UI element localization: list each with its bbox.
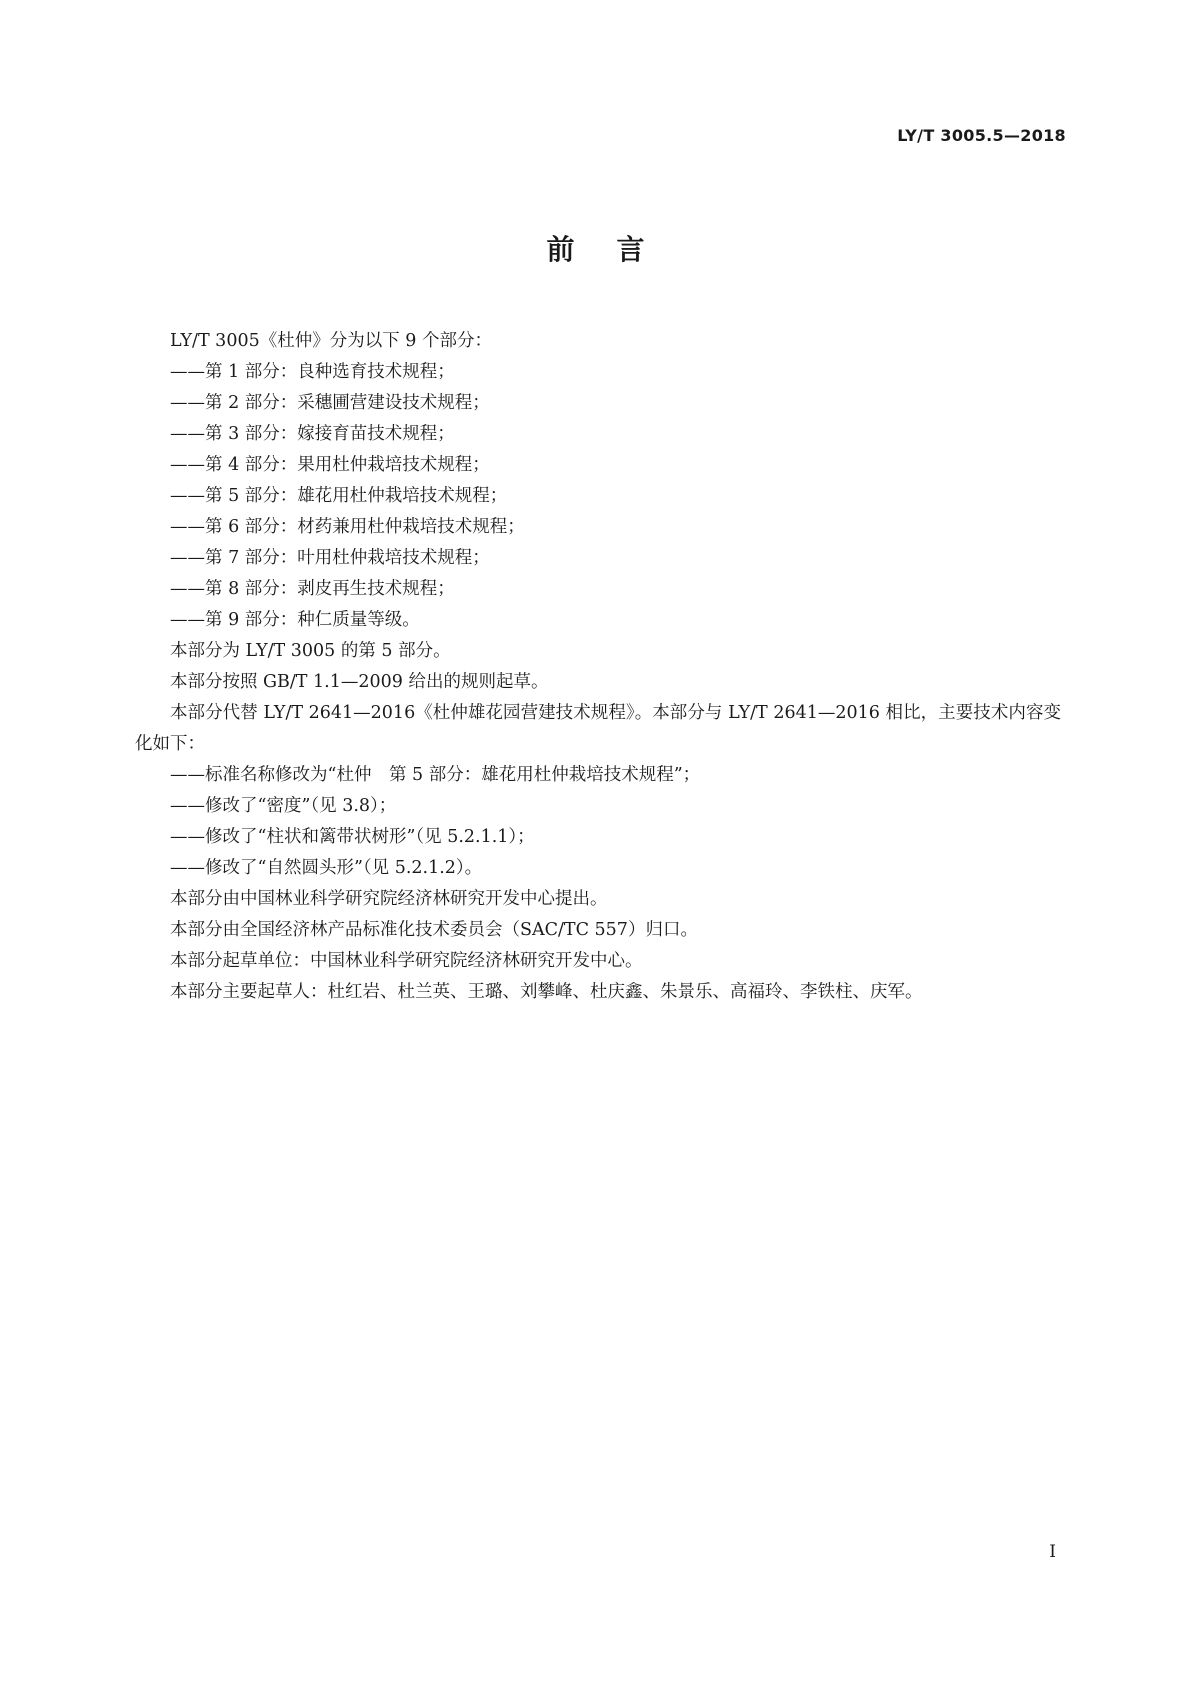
list-item-part-1: ——第 1 部分：良种选育技术规程； (170, 362, 455, 382)
paragraph-drafting-unit: 本部分起草单位：中国林业科学研究院经济林研究开发中心。 (170, 951, 643, 971)
change-item-round-head: ——修改了“自然圆头形”（见 5.2.1.2）。 (170, 858, 483, 878)
list-item-part-9: ——第 9 部分：种仁质量等级。 (170, 610, 420, 630)
change-item-column-shape: ——修改了“柱状和篱带状树形”（见 5.2.1.1）； (170, 827, 535, 847)
paragraph-drafters: 本部分主要起草人：杜红岩、杜兰英、王璐、刘攀峰、杜庆鑫、朱景乐、高福玲、李铁柱、庆军。 (170, 982, 923, 1002)
list-item-part-8: ——第 8 部分：剥皮再生技术规程； (170, 579, 455, 599)
page-title: 前言 (546, 233, 687, 266)
standard-code: LY/T 3005.5—2018 (897, 126, 1066, 145)
document-body (135, 326, 1061, 1008)
paragraph-intro: LY/T 3005《杜仲》分为以下 9 个部分： (170, 331, 492, 351)
list-item-part-6: ——第 6 部分：材药兼用杜仲栽培技术规程； (170, 517, 525, 537)
page-number: I (1049, 1542, 1056, 1562)
paragraph-part-statement: 本部分为 LY/T 3005 的第 5 部分。 (170, 641, 451, 661)
paragraph-replacement: 本部分代替 LY/T 2641—2016《杜仲雄花园营建技术规程》。本部分与 LY/T 2641—2016 相比，主要技术内容变化如下： (135, 703, 1061, 754)
change-item-name: ——标准名称修改为“杜仲 第 5 部分：雄花用杜仲栽培技术规程”； (170, 765, 701, 785)
list-item-part-3: ——第 3 部分：嫁接育苗技术规程； (170, 424, 455, 444)
list-item-part-5: ——第 5 部分：雄花用杜仲栽培技术规程； (170, 486, 508, 506)
paragraph-drafting-rules: 本部分按照 GB/T 1.1—2009 给出的规则起草。 (170, 672, 549, 692)
list-item-part-4: ——第 4 部分：果用杜仲栽培技术规程； (170, 455, 490, 475)
paragraph-committee: 本部分由全国经济林产品标准化技术委员会（SAC/TC 557）归口。 (170, 920, 698, 940)
list-item-part-2: ——第 2 部分：采穗圃营建设技术规程； (170, 393, 490, 413)
list-item-part-7: ——第 7 部分：叶用杜仲栽培技术规程； (170, 548, 490, 568)
paragraph-proposer: 本部分由中国林业科学研究院经济林研究开发中心提出。 (170, 889, 608, 909)
change-item-density: ——修改了“密度”（见 3.8）； (170, 796, 397, 816)
